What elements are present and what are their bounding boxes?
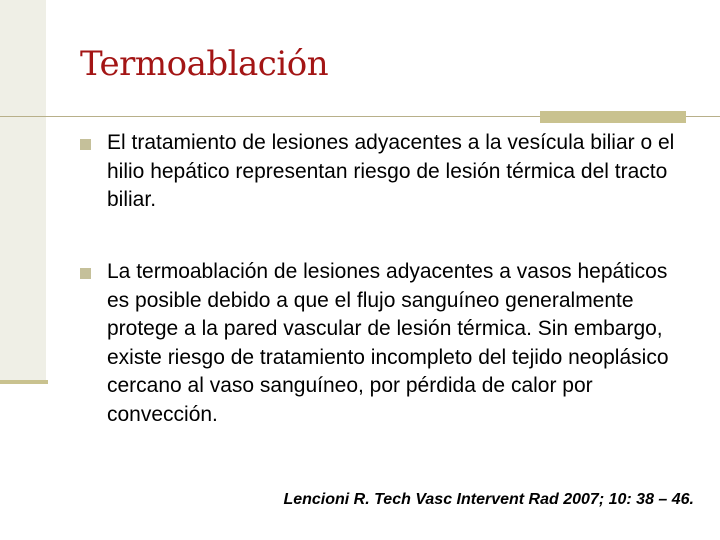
square-bullet-icon (80, 139, 91, 150)
title-accent-bar (540, 111, 686, 123)
citation-reference: Lencioni R. Tech Vasc Intervent Rad 2007; 10: 38 – 46. (283, 491, 694, 508)
bullet-text: El tratamiento de lesiones adyacentes a la vesícula biliar o el hilio hepático representan riesgo de lesión térmica del tracto biliar. (107, 131, 675, 211)
bullet-item (80, 129, 680, 215)
bullet-text: La termoablación de lesiones adyacentes a vasos hepáticos es posible debido a que el flujo sanguíneo generalmente protege a la pared vascular de lesión térmica. Sin embargo, existe riesgo de tratamiento incompleto del tejido neoplásico cercano al vaso sanguíneo, por pérdida de calor por convección. (107, 260, 669, 426)
slide-title: Termoablación (80, 44, 329, 84)
square-bullet-icon (80, 268, 91, 279)
decorative-side-band-edge (0, 380, 48, 384)
decorative-side-band (0, 0, 46, 382)
bullet-item (80, 258, 680, 429)
